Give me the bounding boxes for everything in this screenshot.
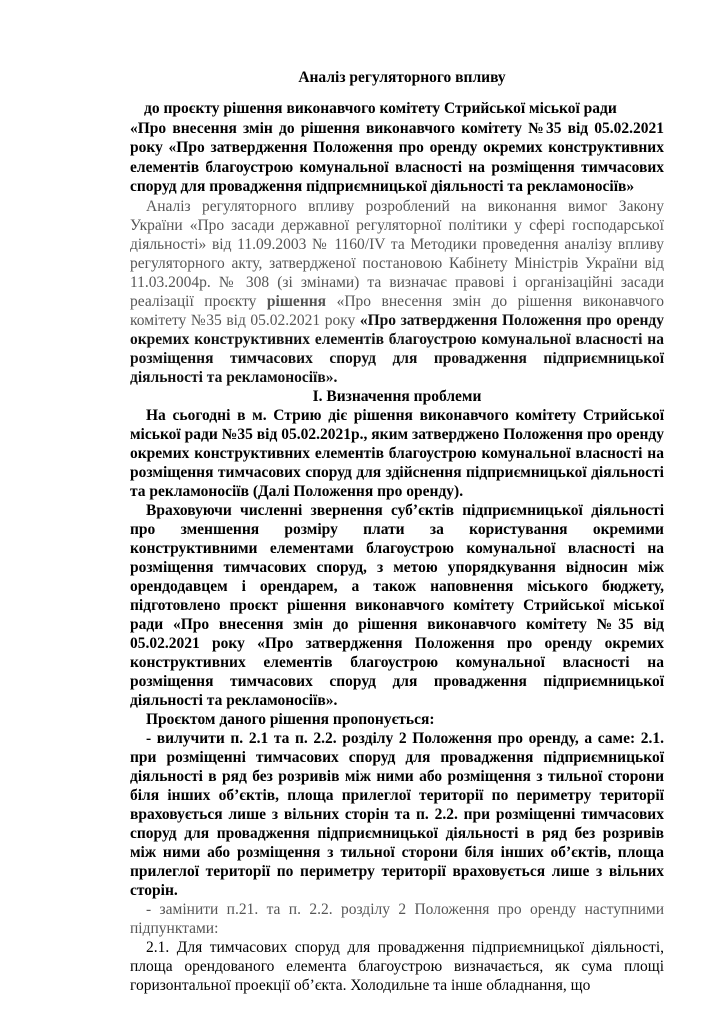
intro-bold2: «Про затвердження Положення про оренду окремих конструктивних елементів благоустрою комунальної власності на розміщення тимчасових споруд для провадження підприємницької діяльності та рекламоносіїв».	[130, 311, 664, 386]
intro-text: Аналіз регуляторного впливу розроблений на виконання вимог Закону України «Про засади державної регуляторної політики у сфері господарської діяльності» від 11.09.2003 № 1160/IV та Методики проведення аналізу впливу регуляторного акту, затвердженої постановою Кабінету Міністрів України від 11.03.2004р. № 308 (зі змінами) та визначає правові і організаційні засади реалізації проєкту	[130, 197, 664, 310]
intro-bold1: рішення	[266, 292, 327, 310]
intro-text2: «Про внесення змін до рішення виконавчого комітету №35 від 05.02.2021 року	[130, 292, 664, 329]
document-title: Аналіз регуляторного впливу	[298, 69, 506, 86]
paragraph-proposed: Проєктом даного рішення пропонується:	[146, 710, 435, 728]
section-title-problem: І. Визначення проблеми	[312, 387, 482, 405]
paragraph-item-2-1: 2.1. Для тимчасових споруд для провадження підприємницької діяльності, площа орендованого елемента благоустрою визначається, як сума площі горизонтальної проекції об’єкта. Холодильне та інше обладнання, що	[130, 938, 664, 994]
paragraph-appeals: Враховуючи численні звернення суб’єктів підприємницької діяльності про зменшення розміру плати за користування окремими конструктивними елементами благоустрою комунальної власності на розміщення тимчасових споруд, з метою упорядкування відносин між орендодавцем і орендарем, а також наповнення міського бюджету, підготовлено проєкт рішення виконавчого комітету Стрийської міської ради «Про внесення змін до рішення виконавчого комітету №35 від 05.02.2021 року «Про затвердження Положення про оренду окремих конструктивних елементів благоустрою комунальної власності на розміщення тимчасових споруд для провадження підприємницької діяльності та рекламоносіїв».	[130, 501, 664, 709]
paragraph-remove-items: - вилучити п. 2.1 та п. 2.2. розділу 2 Положення про оренду, а саме: 2.1. при розміщенні тимчасових споруд для провадження підприємницької діяльності в ряд без розривів між ними або розміщення з тильної сторони біля інших об’єктів, площа прилеглої території по периметру території враховується лише з вільних сторін та п. 2.2. при розміщенні тимчасових споруд для провадження підприємницької діяльності в ряд без розривів між ними або розміщення з тильної сторони біля інших об’єктів, площа прилеглої території по периметру території враховується лише з вільних сторін.	[130, 729, 664, 899]
heading-rest: «Про внесення змін до рішення виконавчого комітету №35 від 05.02.2021 року «Про затвердження Положення про оренду окремих конструктивних елементів благоустрою комунальної власності на розміщення тимчасових споруд для провадження підприємницької діяльності та рекламоносіїв»	[130, 119, 664, 195]
heading-line1: до проєкту рішення виконавчого комітету Стрийської міської ради	[144, 100, 617, 117]
paragraph-current-decision: На сьогодні в м. Стрию діє рішення виконавчого комітету Стрийської міської ради №35 від 05.02.2021р., яким затверджено Положення про оренду окремих конструктивних елементів благоустрою комунальної власності на розміщення тимчасових споруд для здійснення підприємницької діяльності та рекламоносіїв (Далі Положення про оренду).	[130, 406, 664, 500]
intro-paragraph	[130, 197, 664, 387]
paragraph-replace-items: - замінити п.21. та п. 2.2. розділу 2 Положення про оренду наступними підпунктами:	[130, 900, 664, 937]
document-heading	[130, 99, 664, 197]
